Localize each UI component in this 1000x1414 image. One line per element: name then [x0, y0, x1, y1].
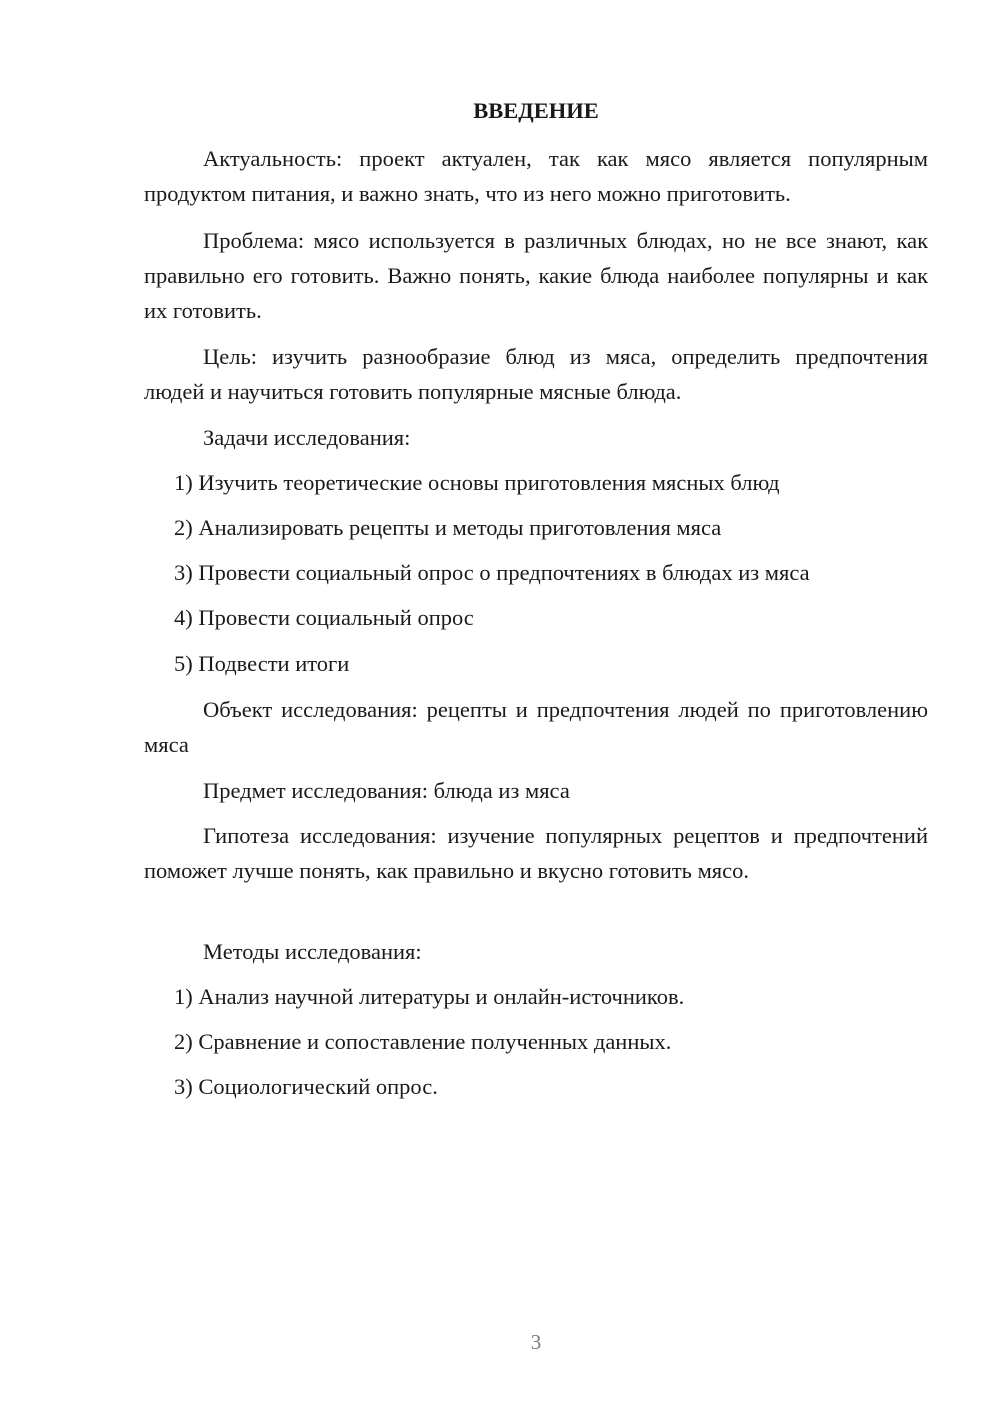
- list-item: 5) Подвести итоги: [174, 651, 350, 676]
- tasks-item-3-block: [144, 555, 928, 590]
- problem-block: [144, 223, 928, 328]
- hypothesis-paragraph: Гипотеза исследования: изучение популярных рецептов и предпочтений поможет лучше понять, как правильно и вкусно готовить мясо.: [144, 823, 928, 883]
- list-item: 3) Провести социальный опрос о предпочтениях в блюдах из мяса: [174, 560, 810, 585]
- goal-paragraph: Цель: изучить разнообразие блюд из мяса, определить предпочтения людей и научиться готовить популярные мясные блюда.: [144, 344, 928, 404]
- object-paragraph: Объект исследования: рецепты и предпочтения людей по приготовлению мяса: [144, 697, 928, 757]
- subject-paragraph: Предмет исследования: блюда из мяса: [203, 778, 570, 803]
- tasks-item-1-block: [144, 465, 928, 500]
- problem-paragraph: Проблема: мясо используется в различных блюдах, но не все знают, как правильно его готовить. Важно понять, какие блюда наиболее популярны и как их готовить.: [144, 228, 928, 323]
- list-item: 1) Анализ научной литературы и онлайн-источников.: [174, 984, 685, 1009]
- tasks-item-5-block: [144, 646, 928, 681]
- methods-item-1-block: [144, 979, 928, 1014]
- tasks-heading: Задачи исследования:: [203, 425, 411, 450]
- section-title: ВВЕДЕНИЕ: [473, 98, 599, 123]
- page-number: 3: [530, 1330, 542, 1354]
- methods-item-2-block: [144, 1024, 928, 1059]
- relevance-block: [144, 141, 928, 211]
- subject-block: [144, 773, 928, 808]
- tasks-item-4-block: [144, 600, 928, 635]
- list-item: 2) Анализировать рецепты и методы приготовления мяса: [174, 515, 722, 540]
- tasks-item-2-block: [144, 510, 928, 545]
- list-item: 1) Изучить теоретические основы приготовления мясных блюд: [174, 470, 780, 495]
- relevance-paragraph: Актуальность: проект актуален, так как мясо является популярным продуктом питания, и важно знать, что из него можно приготовить.: [144, 146, 928, 206]
- tasks-heading-block: [144, 420, 928, 455]
- methods-item-3-block: [144, 1069, 928, 1104]
- list-item: 4) Провести социальный опрос: [174, 605, 474, 630]
- hypothesis-block: [144, 818, 928, 888]
- object-block: [144, 692, 928, 762]
- list-item: 3) Социологический опрос.: [174, 1074, 438, 1099]
- methods-heading-block: [144, 934, 928, 969]
- goal-block: [144, 339, 928, 409]
- methods-heading: Методы исследования:: [203, 939, 422, 964]
- list-item: 2) Сравнение и сопоставление полученных данных.: [174, 1029, 672, 1054]
